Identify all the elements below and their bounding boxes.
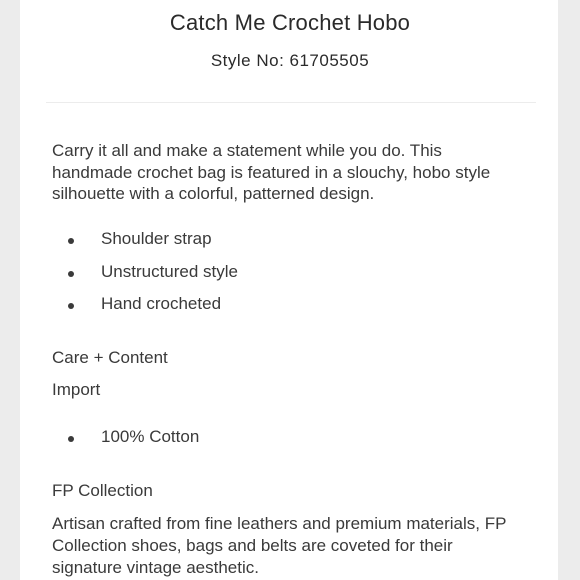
bullet-icon <box>68 238 74 244</box>
collection-heading: FP Collection <box>52 481 153 500</box>
description-line: handmade crochet bag is featured in a slouchy, hobo style <box>52 162 491 182</box>
collection-line: Collection shoes, bags and belts are coveted for their <box>52 536 453 555</box>
collection-description <box>52 513 552 579</box>
bullet-icon <box>68 303 74 309</box>
bullet-icon <box>68 271 74 277</box>
divider <box>46 102 536 103</box>
description-line: silhouette with a colorful, patterned design. <box>52 184 375 203</box>
feature-item <box>0 294 580 316</box>
product-title: Catch Me Crochet Hobo <box>169 10 411 35</box>
feature-label: Unstructured style <box>101 262 238 281</box>
style-number: Style No: 61705505 <box>210 51 370 70</box>
feature-item <box>0 262 580 284</box>
collection-line: signature vintage aesthetic. <box>52 558 259 577</box>
material-item <box>0 427 580 449</box>
material-label: 100% Cotton <box>101 427 200 446</box>
care-content-heading: Care + Content <box>52 348 168 367</box>
product-description <box>52 140 552 205</box>
origin-label: Import <box>52 380 101 399</box>
feature-label: Hand crocheted <box>101 294 222 313</box>
collection-line: Artisan crafted from fine leathers and premium materials, FP <box>52 514 507 533</box>
bullet-icon <box>68 436 74 442</box>
feature-label: Shoulder strap <box>101 229 212 248</box>
description-line: Carry it all and make a statement while you do. This <box>52 141 442 160</box>
feature-item <box>0 229 580 251</box>
